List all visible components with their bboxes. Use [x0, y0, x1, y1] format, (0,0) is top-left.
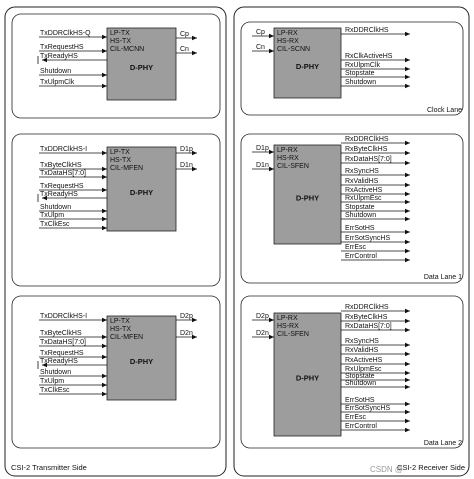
signal-label: ErrControl: [345, 423, 377, 430]
signal-label: D1n: [256, 162, 269, 169]
signal-label: TxReadyHS: [40, 53, 78, 60]
watermark: CSDN @: [370, 465, 404, 474]
lane-group: [12, 14, 463, 118]
rx-input-signal: [252, 330, 274, 337]
signal-label: D2p: [180, 313, 193, 320]
signal-label: ErrControl: [345, 253, 377, 260]
signal-label: TxDDRClkHS-I: [40, 146, 88, 153]
signal-label: D2n: [256, 330, 269, 337]
signal-label: TxDDRClkHS-I: [40, 313, 88, 320]
block-mode-label: HS-TX: [110, 38, 131, 45]
block-mode-label: LP-TX: [110, 30, 130, 37]
rx-output-signal: [341, 405, 410, 412]
tx-input-signal: [39, 30, 107, 37]
tx-input-signal: [39, 350, 107, 357]
signal-label: RxSyncHS: [345, 168, 379, 175]
rx-output-signal: [341, 323, 410, 330]
rx-output-signal: [341, 380, 410, 387]
signal-label: RxUlpmEsc: [345, 195, 382, 202]
tx-input-signal: [39, 369, 107, 376]
rx-input-signal: [252, 162, 274, 169]
lane-label: Data Lane 2: [423, 440, 462, 447]
tx-input-signal: [39, 170, 107, 177]
dphy-label: D-PHY: [129, 63, 154, 72]
rx-output-signal: [341, 347, 410, 354]
tx-input-signal: [39, 387, 107, 394]
signal-label: TxDDRClkHS-Q: [40, 30, 91, 37]
block-mode-label: HS-RX: [277, 323, 299, 330]
signal-label: D1p: [256, 145, 269, 152]
rx-output-signal: [341, 70, 410, 77]
tx-input-signal: [39, 79, 107, 86]
tx-input-signal: [39, 183, 107, 190]
tx-dphy-block: [107, 316, 176, 400]
rx-output-signal: [341, 423, 410, 430]
signal-label: TxDataHS[7:0]: [40, 170, 86, 177]
tx-input-signal: [38, 191, 107, 202]
tx-output-signal: [176, 46, 197, 53]
signal-label: D1p: [180, 146, 193, 153]
signal-label: Shutdown: [345, 79, 377, 86]
signal-label: TxRequestHS: [40, 183, 84, 190]
tx-output-signal: [176, 31, 197, 38]
signal-label: Cp: [256, 29, 265, 36]
rx-output-signal: [341, 195, 410, 202]
tx-input-signal: [39, 221, 107, 228]
tx-output-signal: [176, 330, 197, 337]
signal-label: ErrEsc: [345, 244, 366, 251]
signal-label: Shutdown: [345, 212, 377, 219]
rx-output-signal: [341, 62, 410, 69]
signal-label: TxByteClkHS: [40, 162, 82, 169]
tx-input-signal: [38, 358, 107, 369]
tx-dphy-block: [107, 28, 176, 100]
lane-group: [12, 134, 463, 286]
signal-label: TxClkEsc: [40, 387, 70, 394]
signal-label: RxUlpmClk: [345, 62, 380, 69]
rx-output-signal: [341, 357, 410, 364]
signal-label: RxDDRClkHS: [345, 304, 389, 311]
dphy-label: D-PHY: [129, 357, 154, 366]
rx-output-signal: [341, 373, 410, 380]
block-mode-label: LP-TX: [110, 318, 130, 325]
signal-label: TxRequestHS: [40, 44, 84, 51]
signal-label: D1n: [180, 162, 193, 169]
tx-output-signal: [176, 313, 197, 320]
tx-input-signal: [39, 378, 107, 385]
block-mode-label: CIL-MFEN: [110, 334, 144, 341]
block-mode-label: HS-RX: [277, 38, 299, 45]
rx-dphy-block: [274, 145, 341, 244]
rx-input-signal: [252, 44, 274, 51]
tx-input-signal: [39, 313, 107, 320]
rx-output-signal: [341, 156, 410, 163]
rx-output-signal: [341, 146, 410, 153]
signal-label: Shutdown: [40, 204, 72, 211]
dphy-label: D-PHY: [129, 188, 154, 197]
tx-input-signal: [39, 146, 107, 153]
signal-label: ErrSotSyncHS: [345, 235, 391, 242]
signal-label: RxValidHS: [345, 178, 379, 185]
rx-output-signal: [341, 253, 410, 260]
signal-label: ErrSotSyncHS: [345, 405, 391, 412]
signal-label: TxUlpm: [40, 378, 65, 385]
signal-label: Cn: [180, 46, 189, 53]
lane-label: Data Lane 1: [423, 274, 462, 281]
rx-input-signal: [252, 313, 274, 320]
rx-output-signal: [341, 53, 410, 60]
signal-label: RxByteClkHS: [345, 314, 388, 321]
signal-label: ErrEsc: [345, 414, 366, 421]
rx-output-signal: [341, 187, 410, 194]
rx-output-signal: [341, 136, 410, 143]
signal-label: ErrSotHS: [345, 397, 375, 404]
tx-input-signal: [39, 204, 107, 211]
tx-output-signal: [176, 162, 197, 169]
rx-output-signal: [341, 225, 410, 232]
block-mode-label: CIL-SFEN: [277, 331, 309, 338]
signal-label: D2n: [180, 330, 193, 337]
signal-label: RxActiveHS: [345, 187, 383, 194]
tx-input-signal: [39, 212, 107, 219]
signal-label: RxClkActiveHS: [345, 53, 393, 60]
dphy-label: D-PHY: [295, 373, 320, 383]
signal-label: Cn: [256, 44, 265, 51]
tx-input-signal: [39, 162, 107, 169]
block-mode-label: LP-RX: [277, 315, 298, 322]
signal-label: TxRequestHS: [40, 350, 84, 357]
signal-label: RxDataHS[7:0]: [345, 323, 392, 330]
signal-label: RxActiveHS: [345, 357, 383, 364]
signal-label: Shutdown: [40, 68, 72, 75]
rx-output-signal: [341, 178, 410, 185]
block-mode-label: HS-RX: [277, 155, 299, 162]
rx-input-signal: [252, 145, 274, 152]
lanes: [12, 14, 463, 448]
lane-label: Clock Lane: [426, 107, 462, 114]
signal-label: Stopstate: [345, 204, 375, 211]
tx-input-signal: [39, 330, 107, 337]
tx-input-signal: [38, 53, 107, 64]
signal-label: Shutdown: [40, 369, 72, 376]
block-mode-label: CIL-SFEN: [277, 163, 309, 170]
signal-label: RxValidHS: [345, 347, 379, 354]
rx-output-signal: [341, 244, 410, 251]
signal-label: RxByteClkHS: [345, 146, 388, 153]
rx-input-signal: [252, 29, 274, 36]
rx-output-signal: [341, 79, 410, 86]
signal-label: TxDataHS[7:0]: [40, 339, 86, 346]
tx-dphy-block: [107, 147, 176, 231]
signal-label: D2p: [256, 313, 269, 320]
rx-output-signal: [341, 27, 410, 34]
signal-label: TxClkEsc: [40, 221, 70, 228]
signal-label: RxDDRClkHS: [345, 136, 389, 143]
signal-label: RxSyncHS: [345, 338, 379, 345]
block-mode-label: HS-TX: [110, 157, 131, 164]
block-mode-label: LP-RX: [277, 147, 298, 154]
rx-output-signal: [341, 304, 410, 311]
signal-label: TxUlpmClk: [40, 79, 75, 86]
signal-label: TxUlpm: [40, 212, 65, 219]
block-mode-label: LP-RX: [277, 30, 298, 37]
signal-label: Stopstate: [345, 373, 375, 380]
tx-output-signal: [176, 146, 197, 153]
tx-input-signal: [39, 44, 107, 51]
signal-label: Shutdown: [345, 380, 377, 387]
dphy-label: D-PHY: [295, 62, 320, 71]
rx-output-signal: [341, 397, 410, 404]
rx-output-signal: [341, 338, 410, 345]
rx-dphy-block: [274, 313, 341, 436]
block-mode-label: CIL-SCNN: [277, 46, 311, 53]
signal-label: TxByteClkHS: [40, 330, 82, 337]
rx-output-signal: [341, 414, 410, 421]
rx-output-signal: [341, 168, 410, 175]
block-mode-label: CIL-MCNN: [110, 46, 145, 53]
signal-label: Cp: [180, 31, 189, 38]
rx-dphy-block: [274, 28, 341, 98]
rx-output-signal: [341, 314, 410, 321]
tx-input-signal: [39, 339, 107, 346]
signal-label: TxReadyHS: [40, 358, 78, 365]
signal-label: RxDataHS[7:0]: [345, 156, 392, 163]
block-mode-label: CIL-MFEN: [110, 165, 144, 172]
rx-output-signal: [341, 212, 410, 219]
tx-input-signal: [39, 68, 107, 75]
signal-label: RxUlpmEsc: [345, 366, 382, 373]
dphy-label: D-PHY: [295, 193, 320, 203]
block-mode-label: HS-TX: [110, 326, 131, 333]
block-mode-label: LP-TX: [110, 149, 130, 156]
rx-output-signal: [341, 366, 410, 373]
rx-output-signal: [341, 204, 410, 211]
lane-group: [12, 296, 463, 448]
signal-label: TxReadyHS: [40, 191, 78, 198]
rx-output-signal: [341, 235, 410, 242]
transmitter-side-label: CSI-2 Transmitter Side: [11, 463, 87, 472]
signal-label: ErrSotHS: [345, 225, 375, 232]
receiver-side-label: CSI-2 Receiver Side: [397, 463, 465, 472]
signal-label: Stopstate: [345, 70, 375, 77]
signal-label: RxDDRClkHS: [345, 27, 389, 34]
